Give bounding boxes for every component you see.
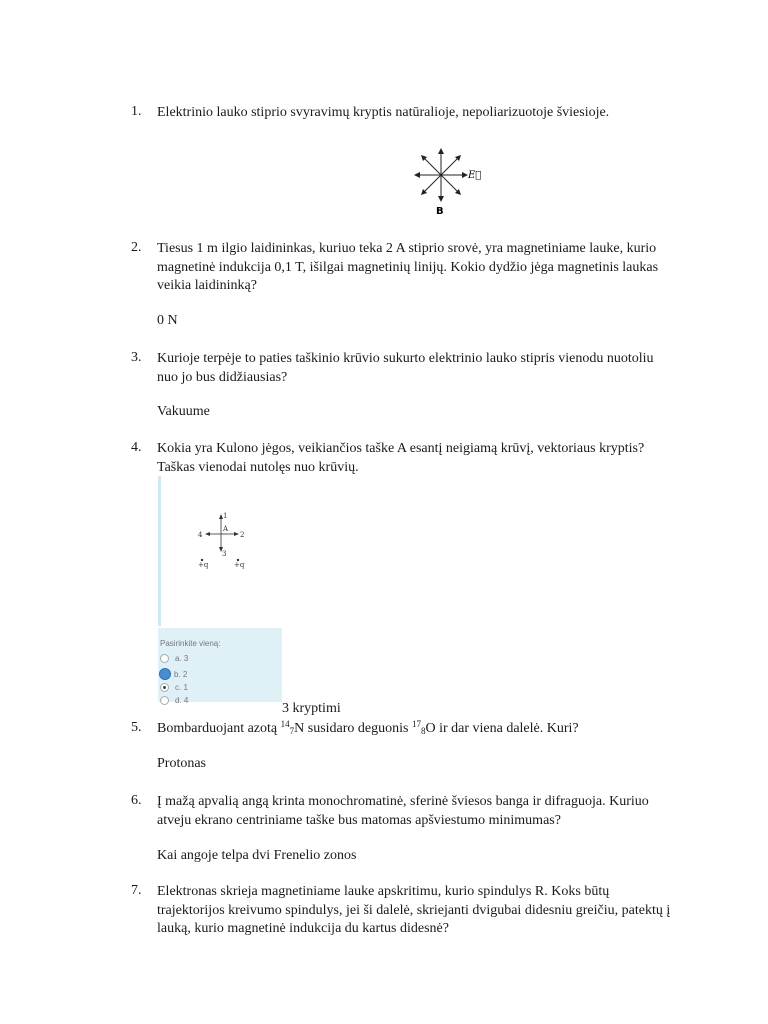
radio-selected-icon[interactable] (160, 683, 169, 692)
q6-number: 6. (131, 793, 142, 808)
force-directions-diagram (161, 476, 285, 626)
q7-line: Elektronas skrieja magnetiniame lauke apskritimu, kurio spindulys R. Koks būtų (157, 884, 610, 899)
direction-4-label: 4 (198, 531, 203, 539)
direction-2-label: 2 (240, 531, 245, 539)
q2-answer: 0 N (157, 313, 178, 328)
q3-line: Kurioje terpėje to paties taškinio krūvio sukurto elektrinio lauko stipris vienodu nuotoliu (157, 351, 654, 366)
figure-caption-b: B (436, 206, 444, 217)
options-prompt: Pasirinkite vieną: (160, 639, 221, 648)
oxygen-mass-number: 17 (411, 719, 421, 729)
q7-line: trajektorijos kreivumo spindulys, jei ši dalelė, skriejanti dvigubai didesniu greičiu, patektų į (157, 902, 671, 918)
q5-text-part: N susidaro deguonis (294, 721, 412, 736)
nitrogen-atomic-number: 7 (289, 726, 295, 736)
radio-highlight-icon[interactable] (159, 668, 171, 680)
nitrogen-mass-number: 14 (280, 719, 290, 729)
option-b[interactable] (160, 668, 187, 680)
oxygen-atomic-number: 8 (420, 726, 426, 736)
q3-number: 3. (131, 350, 142, 365)
figure-area (158, 476, 285, 626)
q4-text (157, 440, 727, 477)
answer-options-panel (158, 628, 282, 705)
q2-text (157, 240, 727, 296)
coulomb-force-figure (158, 476, 282, 705)
q4-answer: 3 kryptimi (282, 701, 341, 716)
option-d[interactable] (160, 696, 188, 705)
q1-number: 1. (131, 104, 142, 119)
charge-right-label: +q (234, 561, 245, 569)
option-label: a. 3 (175, 654, 189, 663)
q1-text: Elektrinio lauko stiprio svyravimų kryptis natūralioje, nepoliarizuotoje šviesioje. (157, 105, 610, 120)
q2-line: magnetinė indukcija 0,1 T, išilgai magnetinių linijų. Kokio dydžio jėga magnetinis laukas (157, 259, 659, 275)
radio-icon[interactable] (160, 654, 169, 663)
e-vector-label: E⃗ (468, 170, 482, 181)
q7-number: 7. (131, 883, 142, 898)
direction-1-label: 1 (223, 512, 228, 520)
q6-text (157, 793, 727, 830)
q5-answer: Protonas (157, 756, 206, 771)
q5-number: 5. (131, 720, 142, 735)
q6-line: atveju ekrano centriniame taške bus matomas apšviestumo minimumas? (157, 812, 561, 828)
option-c[interactable] (160, 683, 188, 692)
q2-line: Tiesus 1 m ilgio laidininkas, kuriuo teka 2 A stiprio srovė, yra magnetiniame lauke, kurio (157, 241, 657, 256)
q3-answer: Vakuume (157, 404, 210, 419)
unpolarized-light-figure (410, 144, 490, 218)
point-a-label: A (223, 525, 229, 533)
q7-text (157, 883, 727, 939)
q5-text (157, 720, 727, 739)
q7-line: lauką, kurio magnetinė indukcija du kartus didesnė? (157, 921, 449, 936)
q4-line: Kokia yra Kulono jėgos, veikiančios taške A esantį neigiamą krūvį, vektoriaus kryptis? (157, 441, 645, 456)
option-label: d. 4 (175, 696, 189, 705)
radio-icon[interactable] (160, 696, 169, 705)
q5-text-part: Bombarduojant azotą (157, 721, 281, 736)
direction-3-label: 3 (222, 550, 227, 558)
charge-left-label: +q (198, 561, 209, 569)
option-label: b. 2 (174, 669, 188, 679)
q4-number: 4. (131, 440, 142, 455)
q2-line: veikia laidininką? (157, 278, 257, 293)
q3-text (157, 350, 727, 387)
option-a[interactable] (160, 654, 188, 663)
q6-answer: Kai angoje telpa dvi Frenelio zonos (157, 848, 357, 863)
q3-line: nuo jo bus didžiausias? (157, 369, 288, 385)
q5-text-part: O ir dar viena dalelė. Kuri? (425, 721, 579, 736)
q4-line: Taškas vienodai nutolęs nuo krūvių. (157, 459, 359, 475)
q6-line: Į mažą apvalią angą krinta monochromatinė, sferinė šviesos banga ir difraguoja. Kuriuo (157, 794, 649, 809)
q2-number: 2. (131, 240, 142, 255)
option-label: c. 1 (175, 683, 188, 692)
